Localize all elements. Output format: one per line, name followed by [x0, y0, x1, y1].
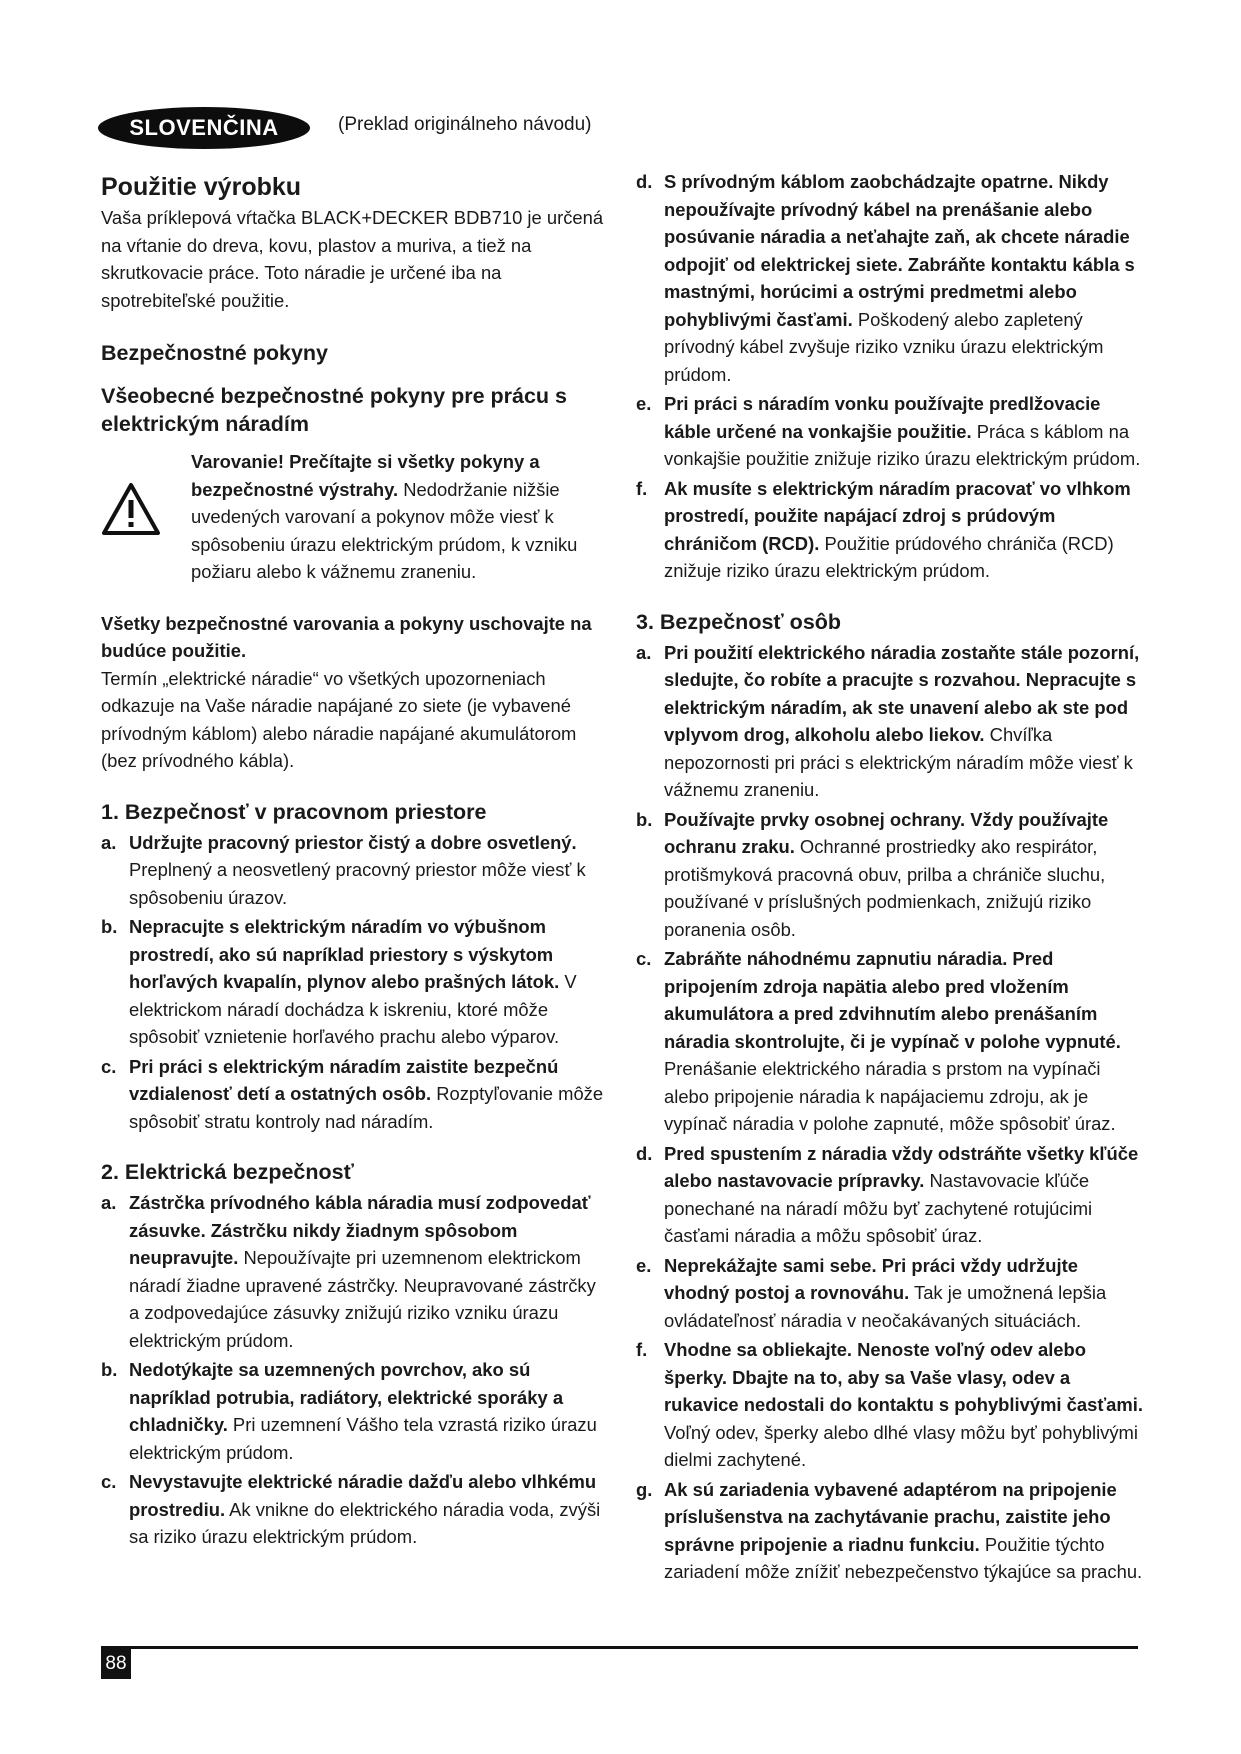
list-item: a. Pri použití elektrického náradia zostaňte stále pozorní, sledujte, čo robíte a pracujte s rozvahou. Nepracujte s elektrickým náradím, ak ste unavení alebo ak ste pod vplyvom drog, alkoholu alebo liekov. Chvíľka nepozornosti pri práci s elektrickým náradím môže viesť k vážnemu zraneniu. — [636, 641, 1140, 800]
section-3-list — [636, 639, 1144, 1586]
list-item: g. Ak sú zariadenia vybavené adaptérom na pripojenie príslušenstva na zachytávanie prachu, zaistite jeho správne pripojenie a riadnu funkciu. Použitie týchto zariadení môže znížiť nebezpečenstvo týkajúce sa prachu. — [636, 1478, 1143, 1582]
list-item: e. Neprekážajte sami sebe. Pri práci vždy udržujte vhodný postoj a rovnováhu. Tak je umožnená lepšia ovládateľnosť náradia v neočakávaných situáciách. — [636, 1254, 1107, 1331]
page-number: 88 — [101, 1649, 131, 1679]
warning-text — [191, 448, 609, 586]
usage-text: Vaša príklepová vŕtačka BLACK+DECKER BDB710 je určená na vŕtanie do dreva, kovu, plastov a muriva, a tiež na skrutkovacie práce. Toto náradie je určené iba na spotrebiteľské použitie. — [101, 207, 604, 311]
list-item: a. Zástrčka prívodného kábla náradia musí zodpovedať zásuvke. Zástrčku nikdy žiadnym spôsobom neupravujte. Nepoužívajte pri uzemnenom elektrickom náradí žiadne upravené zástrčky. Neupravované zástrčky a zodpovedajúce zásuvky znižujú riziko vzniku úrazu elektrickým prúdom. — [101, 1192, 596, 1351]
warning-bold: Varovanie! Prečítajte si všetky pokyny a bezpečnostné výstrahy. — [191, 451, 540, 500]
safety-title: Bezpečnostné pokyny — [101, 341, 328, 365]
language-badge: SLOVENČINA — [98, 107, 310, 149]
translation-note: (Preklad originálneho návodu) — [338, 114, 592, 135]
list-item: c. Nevystavujte elektrické náradie dažďu alebo vlhkému prostrediu. Ak vnikne do elektrického náradia voda, zvýši sa riziko úrazu elektrickým prúdom. — [101, 1471, 601, 1547]
right-column — [636, 168, 1144, 1588]
section-1-title: 1. Bezpečnosť v pracovnom priestore — [101, 799, 487, 824]
warning-icon — [101, 448, 191, 586]
warning-block — [101, 448, 609, 586]
list-item: b. Nepracujte s elektrickým náradím vo výbušnom prostredí, ako sú napríklad priestory s výskytom horľavých kvapalín, plynov alebo prašných látok. V elektrickom náradí dochádza k iskreniu, ktoré môže spôsobiť vznietenie horľavého prachu alebo výparov. — [101, 916, 577, 1047]
section-1-list — [101, 829, 609, 1136]
keep-instructions: Všetky bezpečnostné varovania a pokyny uschovajte na budúce použitie. — [101, 612, 592, 661]
list-item: c. Pri práci s elektrickým náradím zaistite bezpečnú vzdialenosť detí a ostatných osôb. Rozptyľovanie môže spôsobiť stratu kontroly nad náradím. — [101, 1055, 604, 1132]
term-definition: Termín „elektrické náradie“ vo všetkých upozorneniach odkazuje na Vaše náradie napájané zo siete (je vybavené prívodným káblom) alebo náradie napájané akumulátorom (bez prívodného kábla). — [101, 667, 577, 771]
left-column — [101, 168, 609, 1553]
list-item: b. Používajte prvky osobnej ochrany. Vždy používajte ochranu zraku. Ochranné prostriedky ako respirátor, protišmyková pracovná obuv, prilba a chrániče sluchu, používané v príslušných podmienkach, znižujú riziko poranenia osôb. — [636, 808, 1109, 940]
list-item: e. Pri práci s náradím vonku používajte predlžovacie káble určené na vonkajšie použitie. Práca s káblom na vonkajšie použitie znižuje riziko úrazu elektrickým prúdom. — [636, 393, 1141, 469]
list-item: f. Vhodne sa obliekajte. Nenoste voľný odev alebo šperky. Dbajte na to, aby sa Vaše vlasy, odev a rukavice nedostali do kontaktu s pohyblivými časťami. Voľný odev, šperky alebo dlhé vlasy môžu byť pohyblivými dielmi zachytené. — [636, 1339, 1143, 1470]
section-2-list-continued — [636, 168, 1144, 585]
list-item: f. Ak musíte s elektrickým náradím pracovať vo vlhkom prostredí, použite napájací zdroj s prúdovým chráničom (RCD). Použitie prúdového chrániča (RCD) znižuje riziko úrazu elektrickým prúdom. — [636, 477, 1131, 581]
list-item: a. Udržujte pracovný priestor čistý a dobre osvetlený. Preplnený a neosvetlený pracovný priestor môže viesť k spôsobeniu úrazov. — [101, 831, 586, 908]
section-2-title: 2. Elektrická bezpečnosť — [101, 1160, 354, 1184]
list-item: d. Pred spustením z náradia vždy odstráňte všetky kľúče alebo nastavovacie prípravky. Nastavovacie kľúče ponechané na náradí môžu byť zachytené rotujúcimi časťami náradia a môžu spôsobiť úraz. — [636, 1142, 1139, 1246]
footer-rule — [101, 1646, 1138, 1649]
list-item: c. Zabráňte náhodnému zapnutiu náradia. Pred pripojením zdroja napätia alebo pred vložením akumulátora a pred zdvihnutím alebo prenášaním náradia skontrolujte, či je vypínač v polohe vypnuté. Prenášanie elektrického náradia s prstom na vypínači alebo pripojenie náradia k napájaciemu zdroju, ak je vypínač náradia v polohe zapnuté, môže spôsobiť úraz. — [636, 948, 1121, 1134]
section-2-list — [101, 1189, 609, 1551]
general-safety-title: Všeobecné bezpečnostné pokyny pre prácu s elektrickým náradím — [101, 384, 567, 436]
warning-body: Nedodržanie nižšie uvedených varovaní a pokynov môže viesť k spôsobeniu úrazu elektrickým prúdom, k vzniku požiaru alebo k vážnemu zraneniu. — [191, 478, 578, 582]
list-item: d. S prívodným káblom zaobchádzajte opatrne. Nikdy nepoužívajte prívodný kábel na prenášanie alebo posúvanie náradia a neťahajte zaň, ak chcete náradie odpojiť od elektrickej siete. Zabráňte kontaktu kábla s mastnými, horúcimi a ostrými predmetmi alebo pohyblivými časťami. Poškodený alebo zapletený prívodný kábel zvyšuje riziko vzniku úrazu elektrickým prúdom. — [636, 171, 1135, 385]
section-3-title: 3. Bezpečnosť osôb — [636, 609, 842, 634]
list-item: b. Nedotýkajte sa uzemnených povrchov, ako sú napríklad potrubia, radiátory, elektrické sporáky a chladničky. Pri uzemnení Vášho tela vzrastá riziko úrazu elektrickým prúdom. — [101, 1359, 597, 1463]
usage-title: Použitie výrobku — [101, 173, 302, 201]
